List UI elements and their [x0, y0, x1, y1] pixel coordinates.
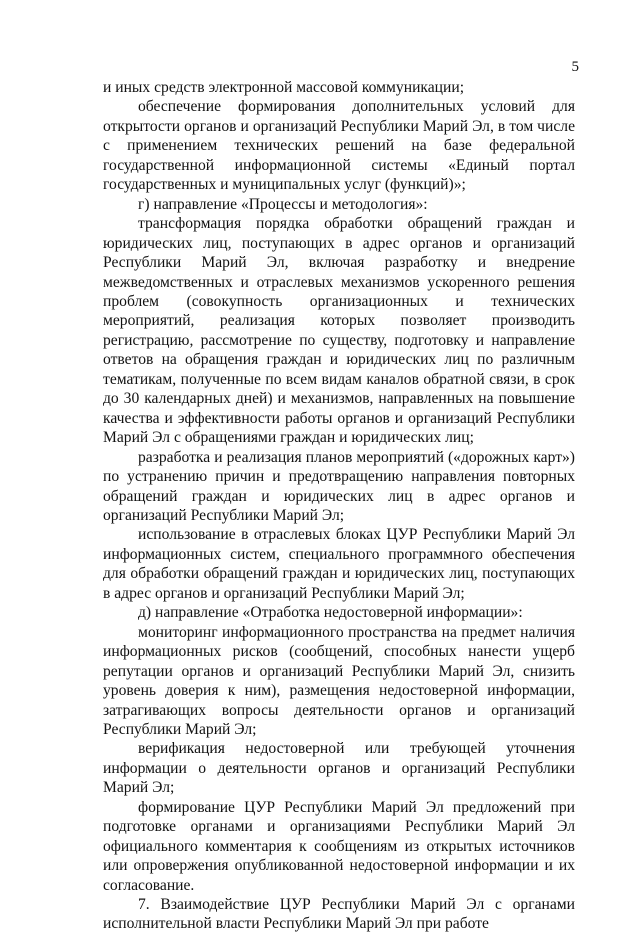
- paragraph-information-systems: использование в отраслевых блоках ЦУР Республики Марий Эл информационных систем, специального программного обеспечения для обработки обращений граждан и юридических лиц, поступающих в адрес органов и организаций Республики Марий Эл;: [103, 526, 575, 602]
- paragraph-continuation: и иных средств электронной массовой коммуникации;: [103, 79, 465, 96]
- paragraph-verification: верификация недостоверной или требующей уточнения информации о деятельности органов и организаций Республики Марий Эл;: [103, 740, 575, 797]
- paragraph-roadmaps: разработка и реализация планов мероприятий («дорожных карт») по устранению причин и предотвращению направления повторных обращений граждан и юридических лиц в адрес органов и организаций Республики Марий Эл;: [103, 448, 575, 524]
- heading-misinformation-handling: д) направление «Отработка недостоверной информации»:: [138, 604, 523, 622]
- paragraph-official-comment: формирование ЦУР Республики Марий Эл предложений при подготовке органами и организациями Республики Марий Эл официального комментария к сообщениям из открытых источников или опровержения опубликованной недостоверной информации и их согласование.: [103, 798, 575, 894]
- paragraph-openness-provision: обеспечение формирования дополнительных условий для открытости органов и организаций Республики Марий Эл, в том числе с применением технических решений на базе федеральной государственной информационной системы «Единый портал государственных и муниципальных услуг (функций)»;: [103, 98, 575, 194]
- paragraph-section-7: 7. Взаимодействие ЦУР Республики Марий Эл с органами исполнительной власти Республики Марий Эл при работе: [103, 896, 575, 933]
- paragraph-monitoring: мониторинг информационного пространства на предмет наличия информационных рисков (сообщений, способных нанести ущерб репутации органов и организаций Республики Марий Эл, снизить уровень доверия к ним), размещения недостоверной информации, затрагивающих вопросы деятельности органов и организаций Республики Марий Эл;: [103, 623, 575, 738]
- paragraph-appeals-transformation: трансформация порядка обработки обращений граждан и юридических лиц, поступающих в адрес органов и организаций Республики Марий Эл, включая разработку и внедрение межведомственных и отраслевых механизмов ускоренного решения проблем (совокупность организационных и технических мероприятий, реализация которых позволяет производить регистрацию, рассмотрение по существу, подготовку и направление ответов на обращения граждан и юридических лиц по различным тематикам, полученные по всем видам каналов обратной связи, в срок до 30 календарных дней) и механизмов, направленных на повышение качества и эффективности работы органов и организаций Республики Марий Эл с обращениями граждан и юридических лиц;: [103, 215, 575, 447]
- page-number: 5: [571, 59, 579, 75]
- heading-processes-methodology: г) направление «Процессы и методология»:: [138, 195, 428, 213]
- document-body: [103, 78, 575, 934]
